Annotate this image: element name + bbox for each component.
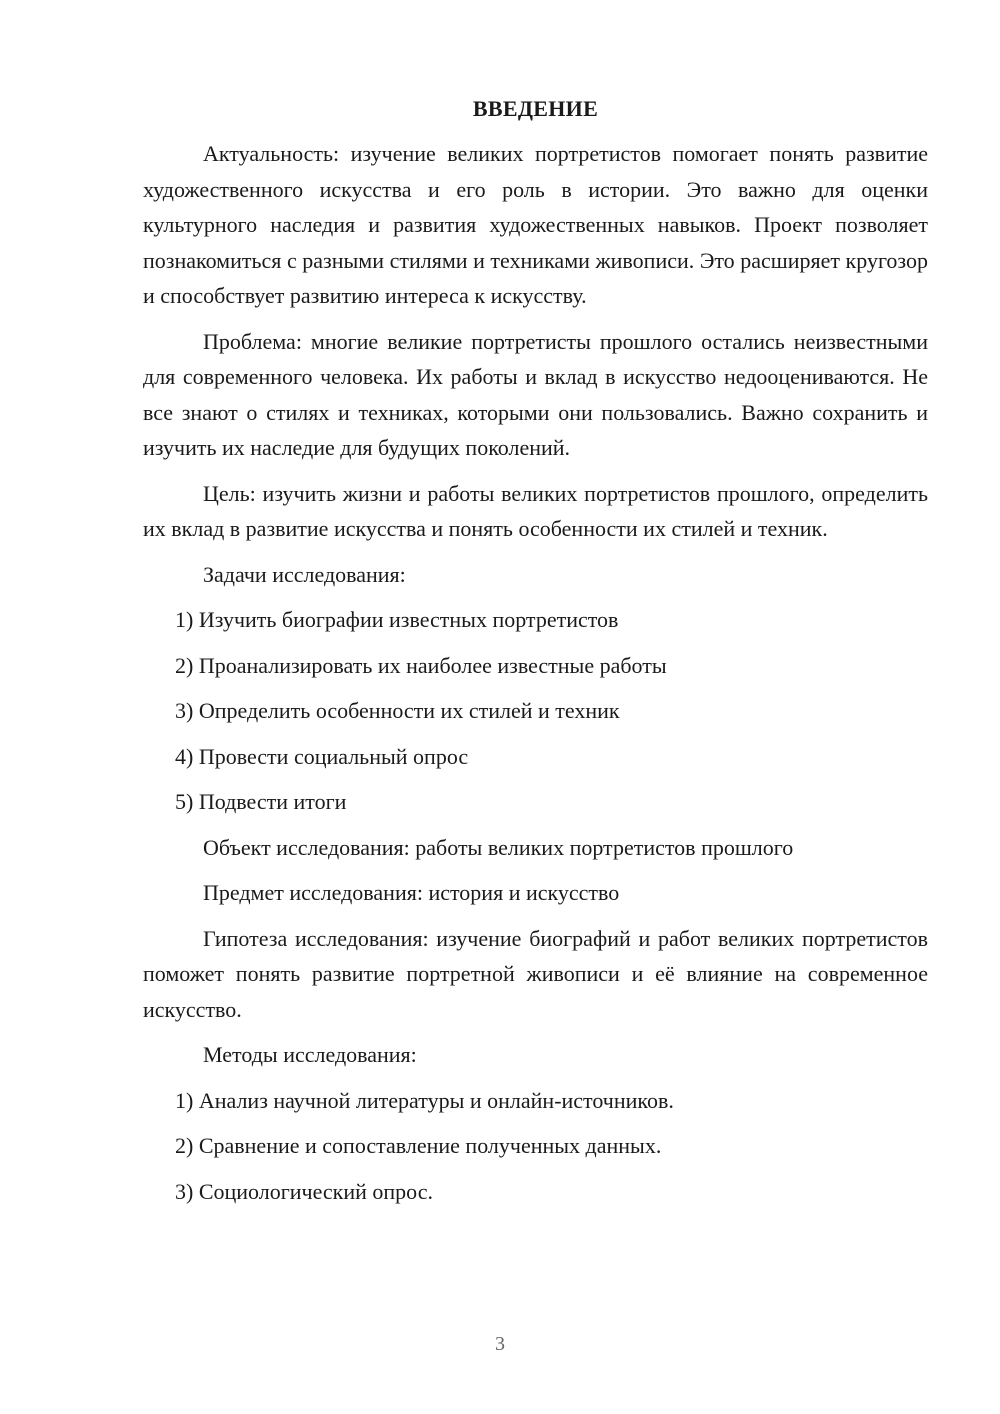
object-line: Объект исследования: работы великих портретистов прошлого [203,834,794,860]
page-content [143,94,928,1219]
hypothesis-paragraph: Гипотеза исследования: изучение биографий и работ великих портретистов поможет понять развитие портретной живописи и её влияние на современное искусство. [143,925,928,1022]
page-number: 3 [495,1333,505,1355]
list-item: 2) Проанализировать их наиболее известные работы [175,652,667,678]
goal-paragraph: Цель: изучить жизни и работы великих портретистов прошлого, определить их вклад в развитие искусства и понять особенности их стилей и техник. [143,480,928,541]
list-item: 2) Сравнение и сопоставление полученных данных. [175,1133,662,1158]
list-item: 3) Определить особенности их стилей и техник [175,698,620,723]
list-item: 1) Изучить биографии известных портретистов [175,607,619,632]
tasks-list [143,602,928,820]
problem-paragraph: Проблема: многие великие портретисты прошлого остались неизвестными для современного человека. Их работы и вклад в искусство недооцениваются. Не все знают о стилях и техниках, которыми они пользовались. Важно сохранить и изучить их наследие для будущих поколений. [143,328,928,460]
list-item: 3) Социологический опрос. [175,1178,433,1204]
list-item: 4) Провести социальный опрос [175,743,469,769]
list-item: 5) Подвести итоги [175,789,347,814]
page-title: ВВЕДЕНИЕ [472,96,599,121]
methods-heading: Методы исследования: [203,1042,417,1067]
relevance-paragraph: Актуальность: изучение великих портретистов помогает понять развитие художественного искусства и его роль в истории. Это важно для оценки культурного наследия и развития художественных навыков. Проект позволяет познакомиться с разными стилями и техниками живописи. Это расширяет кругозор и способствует развитию интереса к искусству. [143,141,928,308]
methods-list [143,1083,928,1210]
tasks-heading: Задачи исследования: [203,561,406,587]
list-item: 1) Анализ научной литературы и онлайн-источников. [175,1087,674,1113]
subject-line: Предмет исследования: история и искусство [203,880,620,905]
